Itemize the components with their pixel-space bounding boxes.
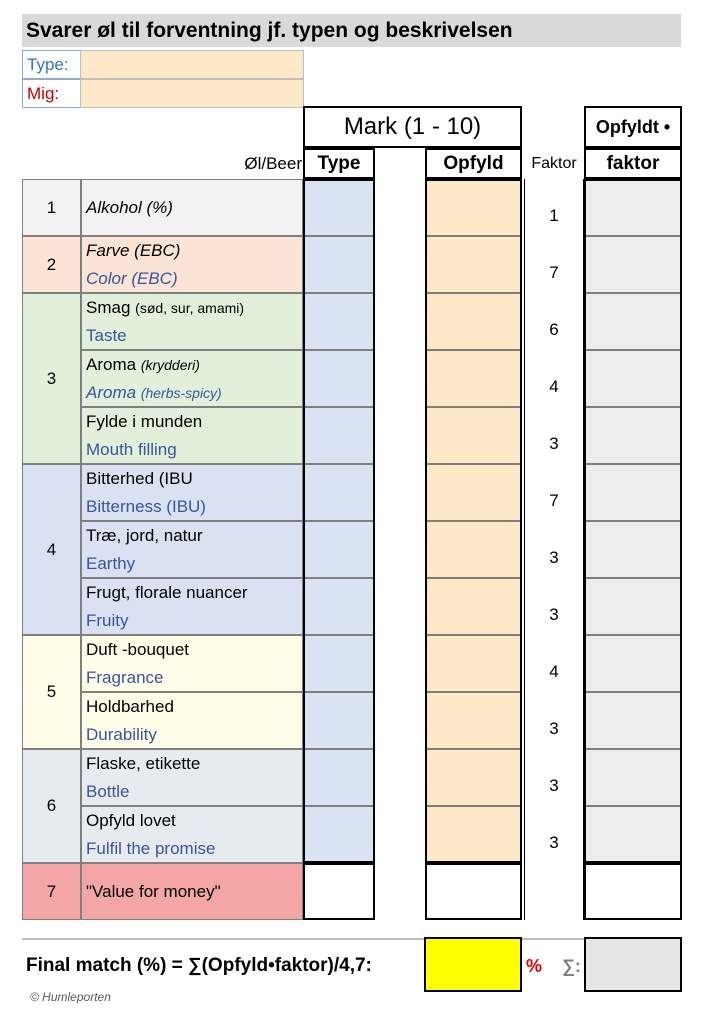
faktor-value: 7 <box>549 491 559 510</box>
faktor-value: 3 <box>549 605 559 624</box>
criterion-en-note: (herbs-spicy) <box>140 385 222 401</box>
criterion-da-text: Bitterhed (IBU <box>86 469 193 488</box>
criterion-cell <box>81 407 303 464</box>
opfyldt-column-frame <box>584 179 682 863</box>
criterion-cell <box>81 521 303 578</box>
criterion-en-text: Fruity <box>86 611 129 630</box>
faktor-value: 3 <box>549 776 559 795</box>
criterion-cell <box>81 236 303 293</box>
criterion-da-text: Fylde i munden <box>86 412 203 431</box>
group-number: 5 <box>22 635 81 749</box>
criterion-label-en <box>82 436 302 464</box>
type-input[interactable] <box>80 50 304 79</box>
criterion-label-da <box>82 408 302 436</box>
criterion-cell <box>81 350 303 407</box>
criterion-cell <box>81 806 303 863</box>
opfyld-score-input[interactable] <box>425 863 522 920</box>
criterion-da-text: Træ, jord, natur <box>86 526 203 545</box>
criterion-cell <box>81 578 303 635</box>
criterion-label-da <box>82 750 302 778</box>
final-label: Final match (%) = ∑(Opfyld•faktor)/4,7: <box>26 955 372 976</box>
criterion-en-text: Bitterness (IBU) <box>86 497 206 516</box>
beer-header: Øl/Beer <box>244 154 302 173</box>
opfyldt-faktor-output <box>584 863 682 920</box>
criterion-da-text: Farve (EBC) <box>86 241 181 260</box>
criterion-cell <box>81 179 303 236</box>
criterion-label-en <box>82 379 302 407</box>
mark-header: Mark (1 - 10) <box>303 106 522 148</box>
opfyldt-header-top: Opfyldt • <box>584 106 682 148</box>
criterion-label-en <box>82 493 302 521</box>
criterion-label-en <box>82 721 302 749</box>
criterion-en-text: Color (EBC) <box>86 269 178 288</box>
percent-sign: % <box>526 956 543 976</box>
criterion-label-en <box>82 322 302 350</box>
type-column-frame <box>303 179 375 863</box>
criterion-cell <box>81 464 303 521</box>
criterion-label-en <box>82 664 302 692</box>
opfyld-col-header: Opfyld <box>425 148 522 179</box>
group-number: 6 <box>22 749 81 863</box>
final-match-output <box>424 937 522 992</box>
mig-input[interactable] <box>80 79 304 108</box>
criterion-label-da <box>82 294 302 322</box>
criterion-label-da <box>82 636 302 664</box>
criterion-label-en <box>82 835 302 863</box>
criterion-label-da <box>82 579 302 607</box>
criterion-label-da <box>82 237 302 265</box>
faktor-value: 4 <box>549 377 559 396</box>
criterion-cell <box>81 692 303 749</box>
group-number: 2 <box>22 236 81 293</box>
faktor-column-frame <box>524 179 584 920</box>
criterion-label-da <box>82 693 302 721</box>
faktor-value: 3 <box>549 719 559 738</box>
criterion-cell <box>81 293 303 350</box>
criterion-label-da <box>82 351 302 379</box>
type-score-input[interactable] <box>303 863 375 920</box>
criterion-da-note: (krydderi) <box>140 357 200 373</box>
sum-label: ∑: <box>562 956 581 976</box>
criterion-label-da <box>82 465 302 493</box>
mig-label: Mig: <box>22 79 80 108</box>
criterion-da-text: Duft -bouquet <box>86 640 190 659</box>
criterion-en-text: Earthy <box>86 554 136 573</box>
criterion-en-text: Fulfil the promise <box>86 839 216 858</box>
faktor-value: 6 <box>549 320 559 339</box>
criterion-da-text: Aroma <box>86 355 137 374</box>
criterion-da-text: Holdbarhed <box>86 697 174 716</box>
criterion-cell <box>81 863 303 920</box>
criterion-da-text: Opfyld lovet <box>86 811 176 830</box>
criterion-label-en <box>82 778 302 806</box>
criterion-en-text: Durability <box>86 725 157 744</box>
criterion-label: Alkohol (%) <box>86 198 173 217</box>
criterion-en-text: Fragrance <box>86 668 164 687</box>
faktor-value: 1 <box>549 206 559 225</box>
criterion-da-note: (sød, sur, amami) <box>135 300 245 316</box>
criterion-en-text: Taste <box>86 326 127 345</box>
type-col-header: Type <box>303 148 375 179</box>
group-number: 3 <box>22 293 81 464</box>
criterion-label-en <box>82 607 302 635</box>
faktor-value: 3 <box>549 548 559 567</box>
type-label: Type: <box>22 50 80 79</box>
criterion-en-text: Mouth filling <box>86 440 177 459</box>
sheet-title: Svarer øl til forventning jf. typen og beskrivelsen <box>22 14 681 47</box>
opfyld-column-frame <box>425 179 522 863</box>
criterion-label: "Value for money" <box>86 882 221 901</box>
faktor-value: 3 <box>549 833 559 852</box>
criterion-da-text: Flaske, etikette <box>86 754 201 773</box>
group-number: 7 <box>22 863 81 920</box>
faktor-value: 4 <box>549 662 559 681</box>
sum-output <box>584 937 682 992</box>
criterion-da-text: Smag <box>86 298 131 317</box>
group-number: 4 <box>22 464 81 635</box>
criterion-en-text: Aroma <box>86 383 137 402</box>
criterion-label-da <box>82 807 302 835</box>
faktor-value: 7 <box>549 263 559 282</box>
criterion-cell <box>81 749 303 806</box>
opfyldt-col-header: faktor <box>584 148 682 179</box>
criterion-label-da <box>82 522 302 550</box>
faktor-col-header: Faktor <box>531 155 577 172</box>
criterion-cell <box>81 635 303 692</box>
faktor-value: 3 <box>549 434 559 453</box>
criterion-label-en <box>82 265 302 293</box>
criterion-label-en <box>82 550 302 578</box>
criterion-en-text: Bottle <box>86 782 130 801</box>
group-number: 1 <box>22 179 81 236</box>
copyright: © Humleporten <box>30 990 111 1004</box>
criterion-da-text: Frugt, florale nuancer <box>86 583 248 602</box>
